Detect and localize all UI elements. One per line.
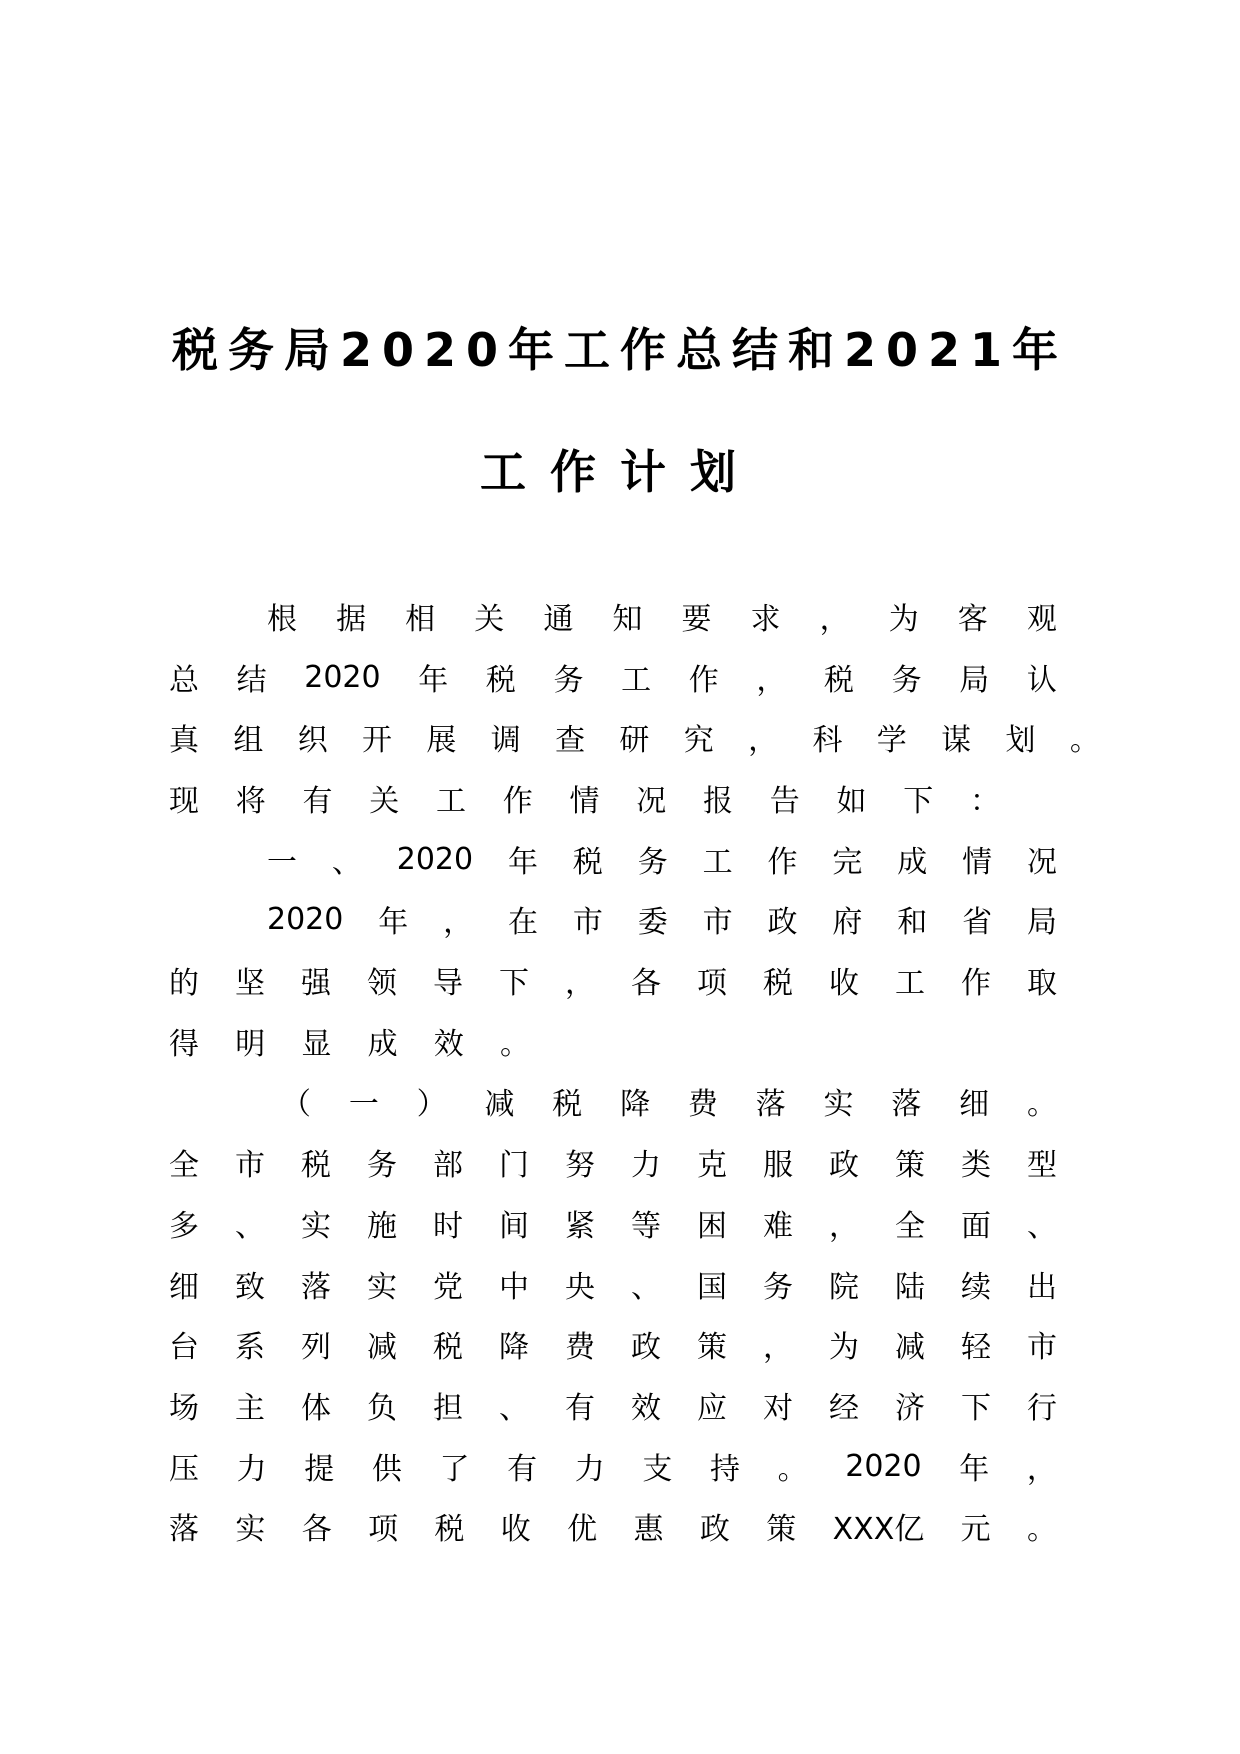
body-text-token: 实 bbox=[823, 1087, 854, 1122]
body-text-token: 年 bbox=[418, 663, 449, 698]
body-text-token: 查 bbox=[555, 723, 586, 758]
body-line bbox=[169, 1504, 1057, 1548]
body-text-token: 央 bbox=[565, 1270, 595, 1305]
body-text-token: 织 bbox=[297, 723, 328, 758]
body-text-token: 税 bbox=[763, 966, 793, 1001]
body-text-token: 惠 bbox=[633, 1512, 664, 1547]
body-text-token: 全 bbox=[895, 1209, 925, 1244]
body-text-token: 、 bbox=[499, 1391, 529, 1426]
body-text-token: 效 bbox=[631, 1391, 661, 1426]
body-line bbox=[169, 776, 1000, 820]
body-text-token: 情 bbox=[569, 784, 600, 819]
body-text-token: 完 bbox=[832, 845, 863, 880]
body-text-token: 情 bbox=[962, 845, 993, 880]
body-text-token: 收 bbox=[829, 966, 859, 1001]
body-text-token: 降 bbox=[499, 1330, 529, 1365]
body-text-token: 场 bbox=[169, 1391, 199, 1426]
body-text-token: 。 bbox=[777, 1452, 808, 1487]
body-text-token: ： bbox=[970, 784, 1000, 819]
body-text-token: 一 bbox=[348, 1087, 379, 1122]
body-text-token: 间 bbox=[499, 1209, 529, 1244]
body-text-token: 年 bbox=[378, 905, 409, 940]
body-text-token: 、 bbox=[1027, 1209, 1057, 1244]
body-text-token: 总 bbox=[169, 663, 199, 698]
body-text-token: 施 bbox=[367, 1209, 397, 1244]
body-text-token: 税 bbox=[434, 1512, 465, 1547]
body-text-token: 台 bbox=[169, 1330, 199, 1365]
body-text-token: 实 bbox=[301, 1209, 331, 1244]
body-text-token: 报 bbox=[703, 784, 733, 819]
body-text-token: 型 bbox=[1027, 1148, 1057, 1183]
document-title-line-1: 税务局2020年工作总结和2021年 bbox=[171, 323, 1069, 377]
body-text-token: 和 bbox=[897, 905, 928, 940]
body-text-token: 况 bbox=[636, 784, 667, 819]
body-text-token: 况 bbox=[1026, 845, 1057, 880]
body-text-token: 国 bbox=[697, 1270, 727, 1305]
body-text-token: 2020 bbox=[845, 1448, 922, 1484]
body-text-token: 明 bbox=[235, 1027, 266, 1062]
body-text-token: 知 bbox=[612, 602, 643, 637]
body-line bbox=[169, 1201, 1057, 1245]
body-text-token: 供 bbox=[371, 1452, 402, 1487]
body-text-token: 支 bbox=[642, 1452, 673, 1487]
body-text-token: 如 bbox=[836, 784, 867, 819]
body-text-token: 困 bbox=[697, 1209, 727, 1244]
body-text-token: 年 bbox=[959, 1452, 990, 1487]
body-text-token: XXX亿 bbox=[832, 1512, 925, 1547]
body-text-token: 多 bbox=[169, 1209, 199, 1244]
body-text-token: 费 bbox=[687, 1087, 718, 1122]
body-text-token: 务 bbox=[553, 663, 584, 698]
body-text-token: 展 bbox=[426, 723, 457, 758]
body-text-token: 政 bbox=[829, 1148, 859, 1183]
body-text-token: 市 bbox=[702, 905, 733, 940]
body-text-token: 列 bbox=[301, 1330, 331, 1365]
body-text-token: 细 bbox=[169, 1270, 199, 1305]
body-text-token: 担 bbox=[433, 1391, 463, 1426]
body-text-token: 主 bbox=[235, 1391, 265, 1426]
body-text-token: 调 bbox=[490, 723, 521, 758]
body-text-token: 等 bbox=[631, 1209, 661, 1244]
body-text-token: 实 bbox=[235, 1512, 266, 1547]
body-text-token: 门 bbox=[499, 1148, 529, 1183]
body-line bbox=[169, 1322, 1057, 1366]
body-text-token: 落 bbox=[301, 1270, 331, 1305]
body-text-token: 真 bbox=[169, 723, 199, 758]
body-line bbox=[169, 1140, 1057, 1184]
body-text-token: 下 bbox=[499, 966, 529, 1001]
body-text-token: 税 bbox=[485, 663, 516, 698]
body-text-token: 。 bbox=[1069, 723, 1100, 758]
body-text-token: 组 bbox=[233, 723, 264, 758]
body-text-token: 局 bbox=[1026, 905, 1057, 940]
body-text-token: ， bbox=[748, 723, 779, 758]
body-text-token: 观 bbox=[1026, 602, 1057, 637]
body-text-token: ， bbox=[443, 905, 474, 940]
body-text-token: 政 bbox=[631, 1330, 661, 1365]
body-text-token: 告 bbox=[769, 784, 800, 819]
body-line bbox=[267, 837, 1057, 881]
body-text-token: 续 bbox=[961, 1270, 991, 1305]
body-text-token: 。 bbox=[499, 1027, 530, 1062]
body-text-token: 为 bbox=[829, 1330, 859, 1365]
body-text-token: 细 bbox=[959, 1087, 990, 1122]
body-line bbox=[267, 594, 1057, 638]
body-text-token: ， bbox=[819, 602, 850, 637]
body-text-token: 时 bbox=[433, 1209, 463, 1244]
body-text-token: 体 bbox=[301, 1391, 331, 1426]
body-text-token: 省 bbox=[962, 905, 993, 940]
body-text-token: 关 bbox=[474, 602, 505, 637]
body-text-token: ， bbox=[829, 1209, 859, 1244]
body-text-token: 求 bbox=[750, 602, 781, 637]
body-text-token: ， bbox=[763, 1330, 793, 1365]
body-text-token: 市 bbox=[572, 905, 603, 940]
body-text-token: 税 bbox=[301, 1148, 331, 1183]
body-text-token: 一 bbox=[267, 845, 297, 880]
body-text-token: 在 bbox=[507, 905, 538, 940]
body-line bbox=[169, 958, 1057, 1002]
body-text-token: 、 bbox=[331, 845, 362, 880]
body-text-token: 济 bbox=[895, 1391, 925, 1426]
body-text-token: 的 bbox=[169, 966, 199, 1001]
body-text-token: 显 bbox=[301, 1027, 332, 1062]
body-text-token: 为 bbox=[888, 602, 919, 637]
body-text-token: 有 bbox=[565, 1391, 595, 1426]
body-text-token: 元 bbox=[960, 1512, 991, 1547]
body-text-token: 致 bbox=[235, 1270, 265, 1305]
body-line bbox=[267, 897, 1057, 941]
body-text-token: 有 bbox=[507, 1452, 538, 1487]
body-text-token: 结 bbox=[236, 663, 267, 698]
body-text-token: 税 bbox=[433, 1330, 463, 1365]
body-text-token: 努 bbox=[565, 1148, 595, 1183]
body-text-token: 开 bbox=[362, 723, 393, 758]
body-text-token: 务 bbox=[891, 663, 922, 698]
body-text-token: 类 bbox=[961, 1148, 991, 1183]
body-text-token: 。 bbox=[1026, 1512, 1057, 1547]
body-text-token: 优 bbox=[567, 1512, 598, 1547]
body-text-token: 根 bbox=[267, 602, 297, 637]
body-text-token: 减 bbox=[367, 1330, 397, 1365]
body-text-token: 相 bbox=[405, 602, 436, 637]
body-text-token: 行 bbox=[1027, 1391, 1057, 1426]
body-text-token: 工 bbox=[702, 845, 733, 880]
body-text-token: 成 bbox=[897, 845, 928, 880]
body-text-token: 院 bbox=[829, 1270, 859, 1305]
body-text-token: 作 bbox=[688, 663, 719, 698]
body-text-token: 实 bbox=[367, 1270, 397, 1305]
body-text-token: 各 bbox=[631, 966, 661, 1001]
body-text-token: 、 bbox=[631, 1270, 661, 1305]
body-text-token: 市 bbox=[235, 1148, 265, 1183]
body-text-token: 党 bbox=[433, 1270, 463, 1305]
body-line bbox=[169, 1019, 530, 1063]
body-text-token: 服 bbox=[763, 1148, 793, 1183]
body-text-token: ， bbox=[1026, 1452, 1057, 1487]
body-text-token: 据 bbox=[336, 602, 367, 637]
body-text-token: 面 bbox=[961, 1209, 991, 1244]
body-text-token: ， bbox=[756, 663, 787, 698]
body-line bbox=[169, 655, 1057, 699]
body-text-token: 力 bbox=[236, 1452, 267, 1487]
body-text-token: 委 bbox=[637, 905, 668, 940]
body-text-token: 中 bbox=[499, 1270, 529, 1305]
body-text-token: 客 bbox=[957, 602, 988, 637]
body-text-token: 作 bbox=[502, 784, 533, 819]
body-text-token: 税 bbox=[572, 845, 603, 880]
body-text-token: 出 bbox=[1027, 1270, 1057, 1305]
body-text-token: 导 bbox=[433, 966, 463, 1001]
body-text-token: 负 bbox=[367, 1391, 397, 1426]
body-text-token: 工 bbox=[436, 784, 466, 819]
body-text-token: 部 bbox=[433, 1148, 463, 1183]
body-text-token: 关 bbox=[369, 784, 400, 819]
body-text-token: 项 bbox=[368, 1512, 399, 1547]
body-text-token: 取 bbox=[1027, 966, 1057, 1001]
body-text-token: 税 bbox=[823, 663, 854, 698]
body-text-token: 落 bbox=[755, 1087, 786, 1122]
body-text-token: 2020 bbox=[304, 659, 381, 695]
body-text-token: 策 bbox=[766, 1512, 797, 1547]
body-text-token: 下 bbox=[903, 784, 934, 819]
body-text-token: 力 bbox=[631, 1148, 661, 1183]
body-text-token: 对 bbox=[763, 1391, 793, 1426]
body-text-token: 2020 bbox=[267, 901, 344, 937]
body-text-token: 各 bbox=[301, 1512, 332, 1547]
body-text-token: 持 bbox=[710, 1452, 740, 1487]
body-line bbox=[281, 1079, 1057, 1123]
body-text-token: 。 bbox=[1026, 1087, 1057, 1122]
body-text-token: 府 bbox=[832, 905, 863, 940]
body-text-token: 现 bbox=[169, 784, 199, 819]
body-text-token: 减 bbox=[484, 1087, 515, 1122]
body-text-token: 轻 bbox=[961, 1330, 991, 1365]
body-text-token: 市 bbox=[1027, 1330, 1057, 1365]
body-text-token: 作 bbox=[767, 845, 798, 880]
body-text-token: 务 bbox=[367, 1148, 397, 1183]
body-text-token: 有 bbox=[302, 784, 333, 819]
body-text-token: 究 bbox=[683, 723, 714, 758]
body-text-token: 力 bbox=[574, 1452, 605, 1487]
body-text-token: 认 bbox=[1026, 663, 1057, 698]
body-text-token: ） bbox=[416, 1087, 447, 1122]
body-text-token: 年 bbox=[507, 845, 538, 880]
body-text-token: 研 bbox=[619, 723, 650, 758]
body-text-token: 2020 bbox=[396, 841, 474, 877]
body-text-token: 税 bbox=[552, 1087, 583, 1122]
body-line bbox=[169, 1383, 1057, 1427]
body-text-token: 谋 bbox=[941, 723, 972, 758]
body-text-token: 划 bbox=[1005, 723, 1036, 758]
body-text-token: 效 bbox=[433, 1027, 464, 1062]
body-text-token: ， bbox=[565, 966, 595, 1001]
body-text-token: 克 bbox=[697, 1148, 727, 1183]
body-text-token: 得 bbox=[169, 1027, 199, 1062]
body-text-token: 收 bbox=[500, 1512, 531, 1547]
body-text-token: 工 bbox=[895, 966, 925, 1001]
body-text-token: 应 bbox=[697, 1391, 727, 1426]
body-text-token: 务 bbox=[637, 845, 668, 880]
body-line bbox=[169, 715, 1100, 759]
body-text-token: 强 bbox=[301, 966, 331, 1001]
body-text-token: 将 bbox=[235, 784, 266, 819]
body-text-token: 陆 bbox=[895, 1270, 925, 1305]
body-text-token: 政 bbox=[699, 1512, 730, 1547]
body-text-token: 提 bbox=[304, 1452, 335, 1487]
body-text-token: 难 bbox=[763, 1209, 793, 1244]
body-text-token: 成 bbox=[367, 1027, 398, 1062]
body-text-token: 经 bbox=[829, 1391, 859, 1426]
body-text-token: 要 bbox=[681, 602, 712, 637]
body-text-token: （ bbox=[281, 1087, 311, 1122]
body-text-token: 了 bbox=[439, 1452, 470, 1487]
body-text-token: 紧 bbox=[565, 1209, 595, 1244]
body-text-token: 领 bbox=[367, 966, 397, 1001]
body-text-token: 全 bbox=[169, 1148, 199, 1183]
body-line bbox=[169, 1444, 1057, 1488]
body-text-token: 降 bbox=[620, 1087, 651, 1122]
body-text-token: 学 bbox=[876, 723, 907, 758]
body-text-token: 局 bbox=[959, 663, 990, 698]
body-text-token: 作 bbox=[961, 966, 991, 1001]
body-text-token: 通 bbox=[543, 602, 574, 637]
body-text-token: 费 bbox=[565, 1330, 595, 1365]
body-text-token: 策 bbox=[895, 1148, 925, 1183]
body-text-token: 落 bbox=[169, 1512, 199, 1547]
body-text-token: 系 bbox=[235, 1330, 265, 1365]
body-text-token: 坚 bbox=[235, 966, 265, 1001]
body-text-token: 减 bbox=[895, 1330, 925, 1365]
document-title-line-2: 工作计划 bbox=[480, 445, 760, 499]
body-text-token: 策 bbox=[697, 1330, 727, 1365]
body-text-token: 下 bbox=[961, 1391, 991, 1426]
body-text-token: 务 bbox=[763, 1270, 793, 1305]
body-text-token: 落 bbox=[891, 1087, 922, 1122]
body-text-token: 政 bbox=[767, 905, 798, 940]
body-text-token: 工 bbox=[621, 663, 652, 698]
body-text-token: 项 bbox=[697, 966, 727, 1001]
body-text-token: 压 bbox=[169, 1452, 199, 1487]
body-text-token: 、 bbox=[235, 1209, 265, 1244]
body-text-token: 科 bbox=[812, 723, 843, 758]
body-line bbox=[169, 1262, 1057, 1306]
